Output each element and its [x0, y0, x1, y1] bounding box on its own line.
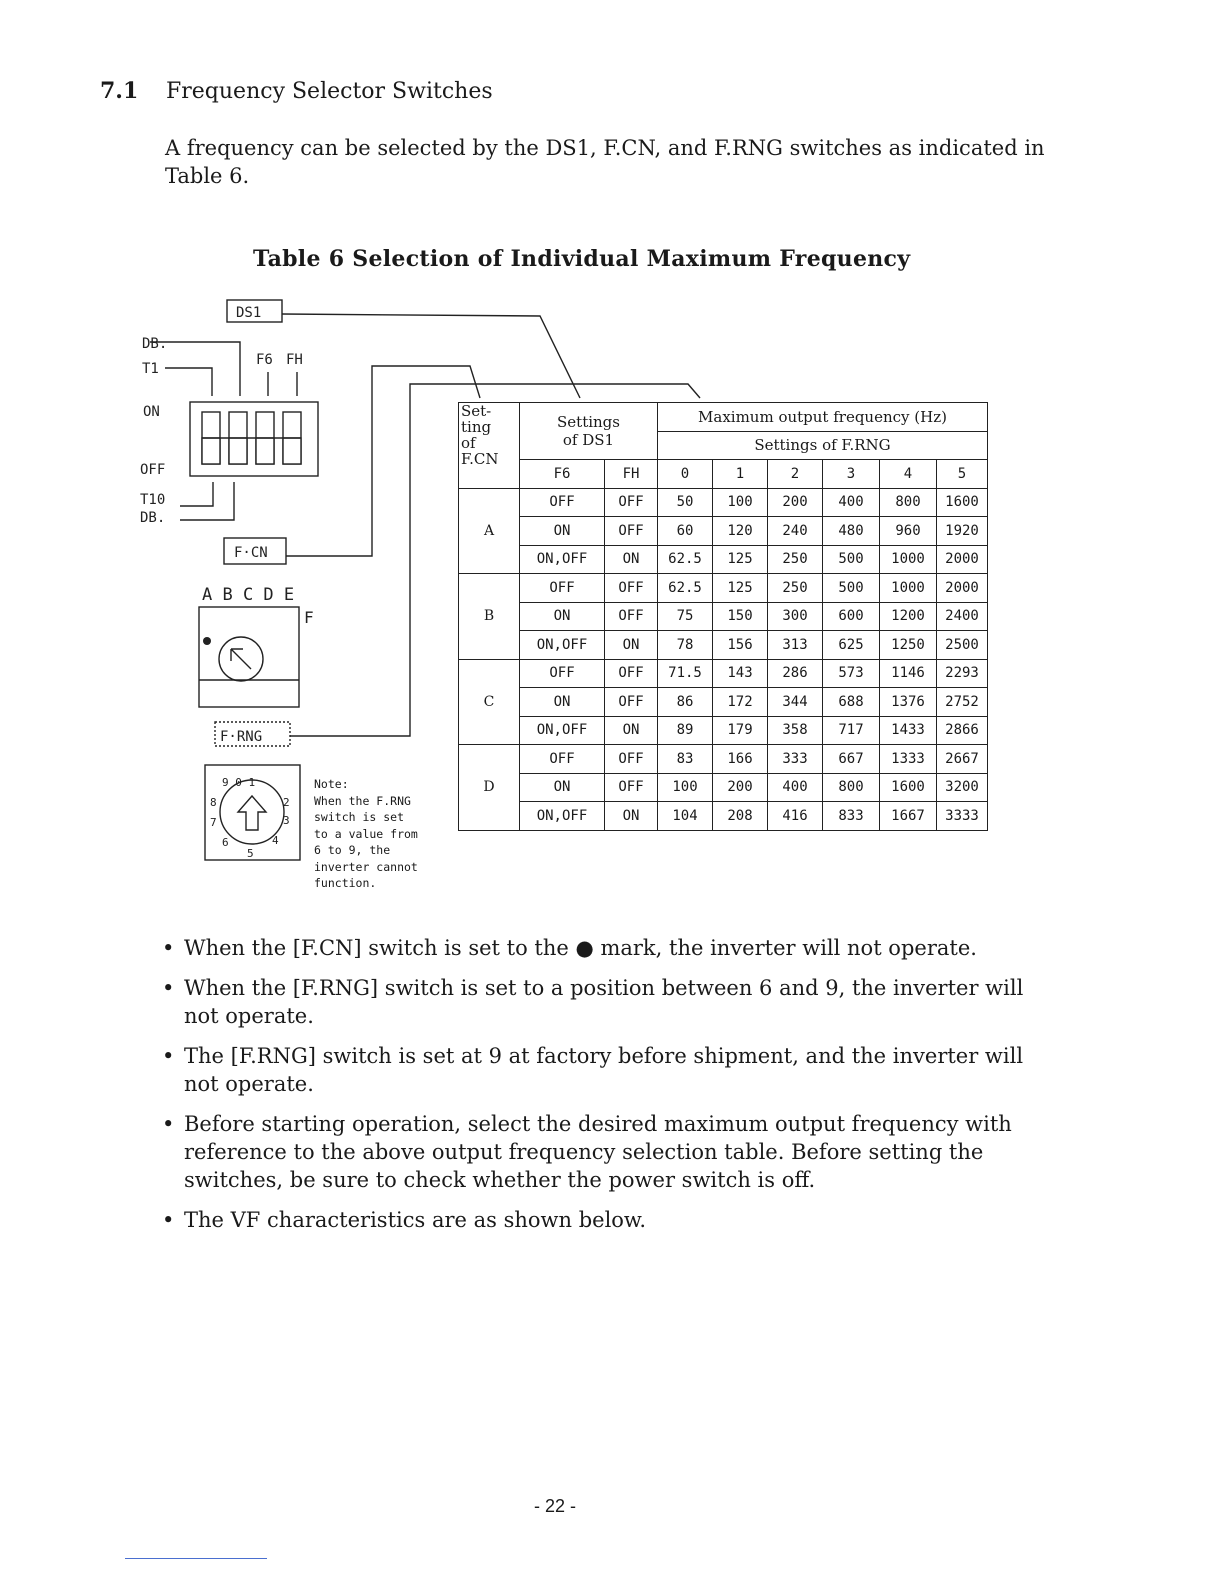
header-max-frequency: Maximum output frequency (Hz) [658, 403, 988, 432]
frequency-cell: 250 [768, 574, 823, 603]
frequency-cell: 480 [823, 517, 880, 546]
frequency-cell: 208 [713, 802, 768, 831]
frequency-cell: 120 [713, 517, 768, 546]
table-row [459, 659, 988, 688]
footnote-rule [125, 1558, 267, 1559]
bullet-item: • When the [F.RNG] switch is set to a position between 6 and 9, the inverter will not operate. [162, 974, 1042, 1030]
frequency-cell: 833 [823, 802, 880, 831]
frequency-cell: 2293 [937, 659, 988, 688]
svg-text:7: 7 [210, 816, 217, 829]
fh-cell: ON [605, 631, 658, 660]
frequency-cell: 717 [823, 716, 880, 745]
fcn-label: F·CN [234, 545, 268, 561]
frequency-cell: 200 [768, 488, 823, 517]
frng-col-header: 2 [768, 460, 823, 489]
f6-cell: ON,OFF [520, 545, 605, 574]
frequency-cell: 1600 [880, 773, 937, 802]
frequency-cell: 86 [658, 688, 713, 717]
frequency-cell: 2500 [937, 631, 988, 660]
t10-label: T10 [140, 492, 166, 508]
fcn-letters: A B C D E [202, 585, 295, 605]
f6-cell: OFF [520, 745, 605, 774]
table-row [459, 631, 988, 660]
frequency-table-body [459, 488, 988, 830]
frequency-cell: 1667 [880, 802, 937, 831]
header-f6: F6 [520, 460, 605, 489]
frequency-cell: 400 [823, 488, 880, 517]
header-fh: FH [605, 460, 658, 489]
frequency-cell: 300 [768, 602, 823, 631]
f6-cell: OFF [520, 488, 605, 517]
svg-text:8: 8 [210, 796, 217, 809]
frequency-cell: 2752 [937, 688, 988, 717]
frequency-cell: 800 [880, 488, 937, 517]
svg-text:5: 5 [247, 847, 254, 860]
frng-col-header: 4 [880, 460, 937, 489]
frequency-cell: 166 [713, 745, 768, 774]
f6-cell: ON,OFF [520, 631, 605, 660]
fh-cell: OFF [605, 659, 658, 688]
f6-cell: OFF [520, 659, 605, 688]
fh-cell: OFF [605, 488, 658, 517]
f6-cell: ON [520, 602, 605, 631]
intro-paragraph: A frequency can be selected by the DS1, F.CN, and F.RNG switches as indicated in Table 6. [165, 136, 1045, 188]
frequency-cell: 78 [658, 631, 713, 660]
f6-label: F6 [256, 352, 273, 368]
frequency-cell: 1433 [880, 716, 937, 745]
frng-col-header: 0 [658, 460, 713, 489]
table-row [459, 545, 988, 574]
frequency-cell: 400 [768, 773, 823, 802]
frequency-cell: 1600 [937, 488, 988, 517]
frequency-cell: 60 [658, 517, 713, 546]
frequency-cell: 667 [823, 745, 880, 774]
t1-label: T1 [142, 361, 159, 377]
db-top-label: DB. [142, 336, 168, 352]
fcn-setting-cell: A [459, 488, 520, 574]
bullet-item: • When the [F.CN] switch is set to the ● mark, the inverter will not operate. [162, 934, 1042, 962]
table-row [459, 602, 988, 631]
frequency-cell: 1000 [880, 574, 937, 603]
frequency-cell: 1146 [880, 659, 937, 688]
frequency-cell: 800 [823, 773, 880, 802]
frequency-cell: 1200 [880, 602, 937, 631]
frequency-cell: 500 [823, 574, 880, 603]
f6-cell: ON,OFF [520, 716, 605, 745]
table-row [459, 745, 988, 774]
page-number: - 22 - [533, 1496, 576, 1516]
table-row [459, 517, 988, 546]
fh-cell: OFF [605, 745, 658, 774]
frequency-cell: 500 [823, 545, 880, 574]
f6-cell: ON,OFF [520, 802, 605, 831]
frequency-cell: 1333 [880, 745, 937, 774]
section-title: Frequency Selector Switches [166, 79, 493, 104]
fh-cell: OFF [605, 773, 658, 802]
table-row [459, 688, 988, 717]
svg-text:3: 3 [283, 814, 290, 827]
frequency-cell: 200 [713, 773, 768, 802]
frequency-cell: 2866 [937, 716, 988, 745]
table-row [459, 488, 988, 517]
frequency-cell: 1000 [880, 545, 937, 574]
bullet-item: • The [F.RNG] switch is set at 9 at factory before shipment, and the inverter will not operate. [162, 1042, 1042, 1098]
section-number: 7.1 [100, 78, 139, 104]
frequency-cell: 333 [768, 745, 823, 774]
f6-cell: ON [520, 517, 605, 546]
frequency-table [458, 402, 988, 831]
fcn-setting-cell: D [459, 745, 520, 831]
frequency-cell: 573 [823, 659, 880, 688]
frequency-cell: 3333 [937, 802, 988, 831]
frequency-cell: 179 [713, 716, 768, 745]
frequency-cell: 240 [768, 517, 823, 546]
frequency-cell: 688 [823, 688, 880, 717]
frequency-cell: 313 [768, 631, 823, 660]
bullet-item: • Before starting operation, select the desired maximum output frequency with reference to the above output frequency selection table. Before setting the switches, be sure to check whether the power switch is off. [162, 1110, 1042, 1194]
frequency-cell: 344 [768, 688, 823, 717]
f6-cell: ON [520, 688, 605, 717]
frequency-cell: 89 [658, 716, 713, 745]
table-row [459, 574, 988, 603]
svg-text:4: 4 [272, 834, 279, 847]
header-settings-frng: Settings of F.RNG [658, 431, 988, 460]
svg-text:6: 6 [222, 836, 229, 849]
fcn-setting-cell: B [459, 574, 520, 660]
f6-cell: ON [520, 773, 605, 802]
on-label: ON [143, 404, 160, 420]
fh-cell: ON [605, 802, 658, 831]
fcn-rotary-switch [199, 607, 299, 707]
fh-cell: OFF [605, 574, 658, 603]
fh-cell: ON [605, 716, 658, 745]
frequency-cell: 1920 [937, 517, 988, 546]
db-bottom-label: DB. [140, 510, 166, 526]
frequency-cell: 1250 [880, 631, 937, 660]
diagram-note: Note: When the F.RNG switch is set to a value from 6 to 9, the inverter cannot function. [314, 777, 418, 890]
off-label: OFF [140, 462, 166, 478]
frequency-cell: 600 [823, 602, 880, 631]
frequency-cell: 104 [658, 802, 713, 831]
table-row [459, 773, 988, 802]
frequency-cell: 172 [713, 688, 768, 717]
frequency-cell: 83 [658, 745, 713, 774]
table-title: Table 6 Selection of Individual Maximum Frequency [253, 246, 911, 272]
svg-text:9 0 1: 9 0 1 [222, 776, 256, 789]
frequency-cell: 625 [823, 631, 880, 660]
table-row [459, 802, 988, 831]
fh-cell: ON [605, 545, 658, 574]
frequency-cell: 358 [768, 716, 823, 745]
fh-label: FH [286, 352, 303, 368]
frequency-cell: 125 [713, 574, 768, 603]
svg-text:2: 2 [283, 796, 290, 809]
fh-cell: OFF [605, 602, 658, 631]
frequency-cell: 250 [768, 545, 823, 574]
frequency-cell: 2667 [937, 745, 988, 774]
frequency-cell: 2000 [937, 574, 988, 603]
frequency-cell: 1376 [880, 688, 937, 717]
frequency-cell: 62.5 [658, 545, 713, 574]
fh-cell: OFF [605, 688, 658, 717]
frequency-cell: 2000 [937, 545, 988, 574]
header-settings-ds1: Settings of DS1 [520, 403, 658, 460]
frequency-cell: 150 [713, 602, 768, 631]
fcn-setting-cell: C [459, 659, 520, 745]
frequency-cell: 960 [880, 517, 937, 546]
fh-cell: OFF [605, 517, 658, 546]
ds1-label: DS1 [236, 305, 262, 321]
frequency-cell: 125 [713, 545, 768, 574]
frequency-cell: 156 [713, 631, 768, 660]
frequency-cell: 2400 [937, 602, 988, 631]
f6-cell: OFF [520, 574, 605, 603]
frequency-cell: 100 [658, 773, 713, 802]
frequency-cell: 286 [768, 659, 823, 688]
frequency-cell: 50 [658, 488, 713, 517]
header-setting-fcn: Set- ting of F.CN [459, 403, 520, 489]
frng-col-header: 3 [823, 460, 880, 489]
table-row [459, 716, 988, 745]
frequency-cell: 416 [768, 802, 823, 831]
frng-col-header: 1 [713, 460, 768, 489]
frequency-cell: 143 [713, 659, 768, 688]
frng-label: F·RNG [220, 729, 263, 745]
frequency-cell: 62.5 [658, 574, 713, 603]
frng-col-header: 5 [937, 460, 988, 489]
bullet-list [162, 934, 1042, 1246]
frequency-cell: 100 [713, 488, 768, 517]
frequency-cell: 75 [658, 602, 713, 631]
fcn-f-label: F [304, 608, 314, 627]
bullet-item: • The VF characteristics are as shown below. [162, 1206, 1042, 1234]
frequency-cell: 3200 [937, 773, 988, 802]
frequency-cell: 71.5 [658, 659, 713, 688]
